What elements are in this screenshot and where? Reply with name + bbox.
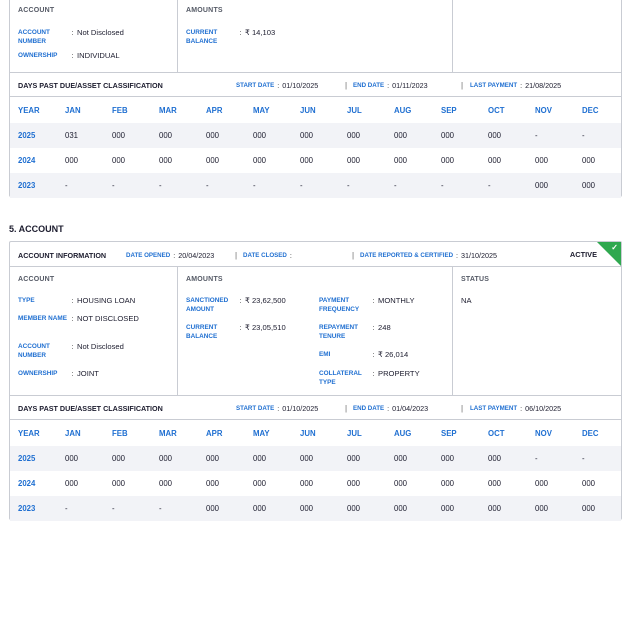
dpd-title: DAYS PAST DUE/ASSET CLASSIFICATION bbox=[18, 81, 163, 90]
dpd-cell: 000 bbox=[206, 479, 220, 488]
payment-frequency: PAYMENT FREQUENCY : MONTHLY bbox=[319, 296, 415, 313]
month-header-row bbox=[10, 421, 621, 446]
dpd-cell: 000 bbox=[112, 156, 126, 165]
account-5-card bbox=[9, 241, 622, 520]
end-date: END DATE : 01/11/2023 bbox=[353, 81, 428, 90]
amounts-section-title: AMOUNTS bbox=[186, 276, 223, 283]
account-5-status-col bbox=[453, 267, 621, 395]
account-4-dpd-table bbox=[10, 98, 621, 198]
month-header: FEB bbox=[112, 429, 128, 438]
month-header: JUN bbox=[300, 106, 316, 115]
table-row bbox=[10, 446, 621, 471]
sanctioned-amount: SANCTIONED AMOUNT : ₹ 23,62,500 bbox=[186, 296, 286, 313]
table-row bbox=[10, 148, 621, 173]
dpd-cell: 000 bbox=[65, 479, 79, 488]
dpd-cell: - bbox=[151, 173, 198, 198]
account-4-status-col bbox=[453, 0, 621, 72]
month-header: SEP bbox=[441, 106, 457, 115]
current-balance: CURRENT BALANCE : ₹ 23,05,510 bbox=[186, 323, 286, 340]
year-cell: 2023 bbox=[10, 496, 57, 521]
member-name: MEMBER NAME : NOT DISCLOSED bbox=[18, 314, 139, 323]
month-header: MAY bbox=[253, 106, 270, 115]
account-4-amounts-col bbox=[178, 0, 453, 72]
dpd-cell: 000 bbox=[574, 173, 621, 198]
month-header: AUG bbox=[394, 429, 412, 438]
start-date: START DATE : 01/10/2025 bbox=[236, 404, 319, 413]
account-4-amounts-section-title: AMOUNTS bbox=[186, 7, 223, 14]
dpd-cell: 000 bbox=[300, 479, 314, 488]
dpd-cell: 000 bbox=[394, 479, 408, 488]
dpd-cell: 031 bbox=[57, 123, 104, 148]
dpd-cell: 000 bbox=[433, 123, 480, 148]
account-5-heading: 5. ACCOUNT bbox=[9, 224, 64, 234]
dpd-cell: 000 bbox=[65, 156, 79, 165]
dpd-cell: - bbox=[480, 173, 527, 198]
dpd-cell: - bbox=[151, 496, 198, 521]
month-header: YEAR bbox=[18, 429, 40, 438]
dpd-cell: 000 bbox=[386, 123, 433, 148]
account-4-account-section-title: ACCOUNT bbox=[18, 7, 55, 14]
dpd-cell: - bbox=[57, 173, 104, 198]
emi: EMI : ₹ 26,014 bbox=[319, 350, 409, 359]
dpd-cell: 000 bbox=[441, 156, 455, 165]
dpd-cell: 000 bbox=[488, 479, 502, 488]
date-reported: DATE REPORTED & CERTIFIED : 31/10/2025 bbox=[360, 251, 498, 260]
last-payment: LAST PAYMENT : 06/10/2025 bbox=[470, 404, 562, 413]
status-badge: ACTIVE bbox=[569, 250, 597, 259]
table-row bbox=[10, 496, 621, 521]
account-4-info-row bbox=[10, 0, 621, 72]
account-number-value: Not Disclosed bbox=[77, 28, 124, 37]
dpd-cell: 000 bbox=[198, 496, 245, 521]
month-header: OCT bbox=[488, 429, 505, 438]
dpd-cell: 000 bbox=[582, 479, 596, 488]
month-header: YEAR bbox=[18, 106, 40, 115]
dpd-cell: 000 bbox=[347, 156, 361, 165]
dpd-cell: 000 bbox=[292, 123, 339, 148]
account-5-info-header: ACCOUNT INFORMATION DATE OPENED : 20/04/2023 | DATE CLOSED : | DATE REPORTED & CERTIFIED : 31/10/2025 ACTIVE ✓ bbox=[10, 242, 621, 267]
dpd-cell: 000 bbox=[253, 156, 267, 165]
collateral-type: COLLATERAL TYPE : PROPERTY bbox=[319, 369, 420, 386]
account-section-title: ACCOUNT bbox=[18, 276, 55, 283]
dpd-cell: 000 bbox=[104, 123, 151, 148]
month-header: FEB bbox=[112, 106, 128, 115]
dpd-cell: - bbox=[527, 446, 574, 471]
month-header: DEC bbox=[582, 429, 599, 438]
ownership-label: OWNERSHIP bbox=[18, 52, 58, 59]
dpd-cell: 000 bbox=[245, 446, 292, 471]
month-header: APR bbox=[206, 429, 223, 438]
dpd-cell: - bbox=[57, 496, 104, 521]
dpd-cell: 000 bbox=[159, 479, 173, 488]
dpd-cell: 000 bbox=[347, 479, 361, 488]
dpd-cell: 000 bbox=[527, 496, 574, 521]
dpd-cell: 000 bbox=[104, 446, 151, 471]
dpd-cell: 000 bbox=[488, 156, 502, 165]
dpd-cell: 000 bbox=[527, 173, 574, 198]
account-number: ACCOUNT NUMBER : Not Disclosed bbox=[18, 342, 124, 359]
account-5-info-row bbox=[10, 267, 621, 395]
current-balance-value: ₹ 14,103 bbox=[245, 28, 276, 37]
dpd-cell: - bbox=[292, 173, 339, 198]
month-header: APR bbox=[206, 106, 223, 115]
account-4-account-col bbox=[10, 0, 178, 72]
dpd-cell: - bbox=[198, 173, 245, 198]
month-header: MAY bbox=[253, 429, 270, 438]
dpd-cell: - bbox=[527, 123, 574, 148]
year-cell: 2024 bbox=[18, 479, 36, 488]
dpd-cell: 000 bbox=[480, 496, 527, 521]
month-header: JAN bbox=[65, 429, 81, 438]
dpd-cell: 000 bbox=[151, 446, 198, 471]
account-4-card bbox=[9, 0, 622, 197]
month-header: OCT bbox=[488, 106, 505, 115]
month-header: JUL bbox=[347, 429, 362, 438]
status-value: NA bbox=[461, 296, 472, 305]
dpd-cell: 000 bbox=[339, 123, 386, 148]
dpd-cell: 000 bbox=[394, 156, 408, 165]
account-5-amounts-col bbox=[178, 267, 453, 395]
account-4-account-number: ACCOUNT NUMBER : Not Disclosed bbox=[18, 28, 124, 45]
dpd-cell: 000 bbox=[582, 156, 596, 165]
dpd-cell: 000 bbox=[206, 156, 220, 165]
current-balance-label: CURRENT BALANCE bbox=[186, 29, 218, 45]
dpd-cell: - bbox=[386, 173, 433, 198]
account-5-account-col bbox=[10, 267, 178, 395]
dpd-cell: 000 bbox=[339, 496, 386, 521]
dpd-cell: 000 bbox=[198, 446, 245, 471]
month-header: AUG bbox=[394, 106, 412, 115]
account-4-dpd-bar: DAYS PAST DUE/ASSET CLASSIFICATION START DATE : 01/10/2025 | END DATE : 01/11/2023 | LAST PAYMENT : 21/08/2025 bbox=[10, 72, 621, 97]
dpd-cell: 000 bbox=[253, 479, 267, 488]
account-4-current-balance: CURRENT BALANCE : ₹ 14,103 bbox=[186, 28, 276, 45]
dpd-cell: - bbox=[104, 173, 151, 198]
account-5-dpd-bar: DAYS PAST DUE/ASSET CLASSIFICATION START DATE : 01/10/2025 | END DATE : 01/04/2023 | LAST PAYMENT : 06/10/2025 bbox=[10, 395, 621, 420]
account-4-ownership: OWNERSHIP : INDIVIDUAL bbox=[18, 51, 120, 60]
dpd-cell: 000 bbox=[292, 496, 339, 521]
month-header: JUL bbox=[347, 106, 362, 115]
dpd-cell: - bbox=[574, 123, 621, 148]
account-info-title: ACCOUNT INFORMATION bbox=[18, 251, 107, 260]
dpd-cell: - bbox=[245, 173, 292, 198]
month-header: JAN bbox=[65, 106, 81, 115]
table-row bbox=[10, 173, 621, 198]
date-closed: DATE CLOSED : bbox=[243, 251, 292, 260]
dpd-cell: - bbox=[433, 173, 480, 198]
year-cell: 2024 bbox=[18, 156, 36, 165]
account-type: TYPE : HOUSING LOAN bbox=[18, 296, 136, 305]
month-header: NOV bbox=[535, 429, 552, 438]
check-icon: ✓ bbox=[611, 243, 618, 252]
dpd-cell: 000 bbox=[198, 123, 245, 148]
month-header: JUN bbox=[300, 429, 316, 438]
date-opened: DATE OPENED : 20/04/2023 bbox=[126, 251, 215, 260]
dpd-cell: 000 bbox=[245, 496, 292, 521]
dpd-cell: 000 bbox=[386, 496, 433, 521]
dpd-cell: 000 bbox=[433, 496, 480, 521]
dpd-title: DAYS PAST DUE/ASSET CLASSIFICATION bbox=[18, 404, 163, 413]
end-date: END DATE : 01/04/2023 bbox=[353, 404, 429, 413]
dpd-cell: - bbox=[104, 496, 151, 521]
ownership: OWNERSHIP : JOINT bbox=[18, 369, 99, 378]
dpd-cell: 000 bbox=[57, 446, 104, 471]
dpd-cell: 000 bbox=[300, 156, 314, 165]
month-header: NOV bbox=[535, 106, 552, 115]
dpd-cell: 000 bbox=[535, 479, 549, 488]
dpd-cell: - bbox=[574, 446, 621, 471]
dpd-cell: 000 bbox=[112, 479, 126, 488]
last-payment: LAST PAYMENT : 21/08/2025 bbox=[470, 81, 562, 90]
dpd-cell: 000 bbox=[535, 156, 549, 165]
repayment-tenure: REPAYMENT TENURE : 248 bbox=[319, 323, 391, 340]
dpd-cell: 000 bbox=[480, 123, 527, 148]
month-header: MAR bbox=[159, 429, 177, 438]
dpd-cell: 000 bbox=[433, 446, 480, 471]
dpd-cell: 000 bbox=[245, 123, 292, 148]
year-cell: 2023 bbox=[10, 173, 57, 198]
dpd-cell: 000 bbox=[480, 446, 527, 471]
account-number-label: ACCOUNT NUMBER bbox=[18, 29, 50, 45]
status-section-title: STATUS bbox=[461, 276, 490, 283]
dpd-cell: 000 bbox=[159, 156, 173, 165]
month-header: MAR bbox=[159, 106, 177, 115]
ownership-value: INDIVIDUAL bbox=[77, 51, 120, 60]
account-5-dpd-table bbox=[10, 421, 621, 521]
month-header: DEC bbox=[582, 106, 599, 115]
start-date: START DATE : 01/10/2025 bbox=[236, 81, 319, 90]
table-row bbox=[10, 123, 621, 148]
dpd-cell: - bbox=[339, 173, 386, 198]
dpd-cell: 000 bbox=[151, 123, 198, 148]
year-cell: 2025 bbox=[10, 123, 57, 148]
year-cell: 2025 bbox=[10, 446, 57, 471]
dpd-cell: 000 bbox=[292, 446, 339, 471]
dpd-cell: 000 bbox=[339, 446, 386, 471]
dpd-cell: 000 bbox=[441, 479, 455, 488]
dpd-cell: 000 bbox=[574, 496, 621, 521]
month-header-row bbox=[10, 98, 621, 123]
month-header: SEP bbox=[441, 429, 457, 438]
dpd-cell: 000 bbox=[386, 446, 433, 471]
table-row bbox=[10, 471, 621, 496]
